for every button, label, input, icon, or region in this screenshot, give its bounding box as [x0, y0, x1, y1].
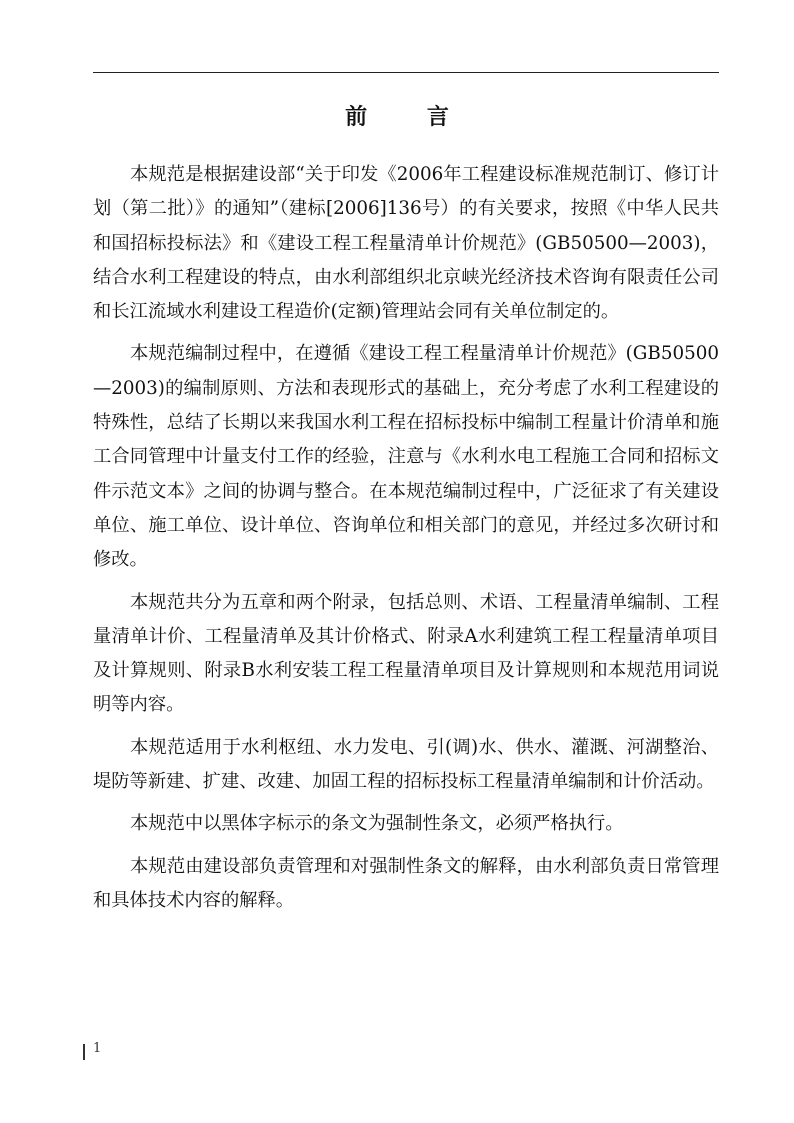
- footer-bar: [83, 1044, 85, 1060]
- page-number: 1: [93, 1041, 102, 1056]
- paragraph-6: 本规范由建设部负责管理和对强制性条文的解释，由水利部负责日常管理和具体技术内容的解释。: [93, 855, 719, 911]
- paragraph-5: 本规范中以黑体字标示的条文为强制性条文，必须严格执行。: [130, 813, 624, 835]
- paragraph-1: 本规范是根据建设部“关于印发《2006年工程建设标准规范制订、修订计划（第二批）》的通知”（建标[2006]136号）的有关要求，按照《中华人民共和国招标投标法》和《建设工程工程量清单计价规范》(GB50500—2003)，结合水利工程建设的特点，由水利部组织北京峡光经济技术咨询有限责任公司和长江流域水利建设工程造价(定额)管理站会同有关单位制定的。: [93, 164, 719, 323]
- page-title: 前 言: [345, 104, 475, 130]
- paragraph-2: 本规范编制过程中，在遵循《建设工程工程量清单计价规范》(GB50500—2003)的编制原则、方法和表现形式的基础上，充分考虑了水利工程建设的特殊性，总结了长期以来我国水利工程在招标投标中编制工程量计价清单和施工合同管理中计量支付工作的经验，注意与《水利水电工程施工合同和招标文件示范文本》之间的协调与整合。在本规范编制过程中，广泛征求了有关建设单位、施工单位、设计单位、咨询单位和相关部门的意见，并经过多次研讨和修改。: [93, 343, 719, 571]
- paragraph-3: 本规范共分为五章和两个附录，包括总则、术语、工程量清单编制、工程量清单计价、工程量清单及其计价格式、附录A水利建筑工程工程量清单项目及计算规则、附录B水利安装工程工程量清单项目及计算规则和本规范用词说明等内容。: [93, 591, 719, 716]
- header-rule: [93, 72, 719, 73]
- paragraph-4: 本规范适用于水利枢纽、水力发电、引(调)水、供水、灌溉、河湖整治、堤防等新建、扩建、改建、加固工程的招标投标工程量清单编制和计价活动。: [93, 736, 719, 793]
- body-text: [93, 158, 719, 918]
